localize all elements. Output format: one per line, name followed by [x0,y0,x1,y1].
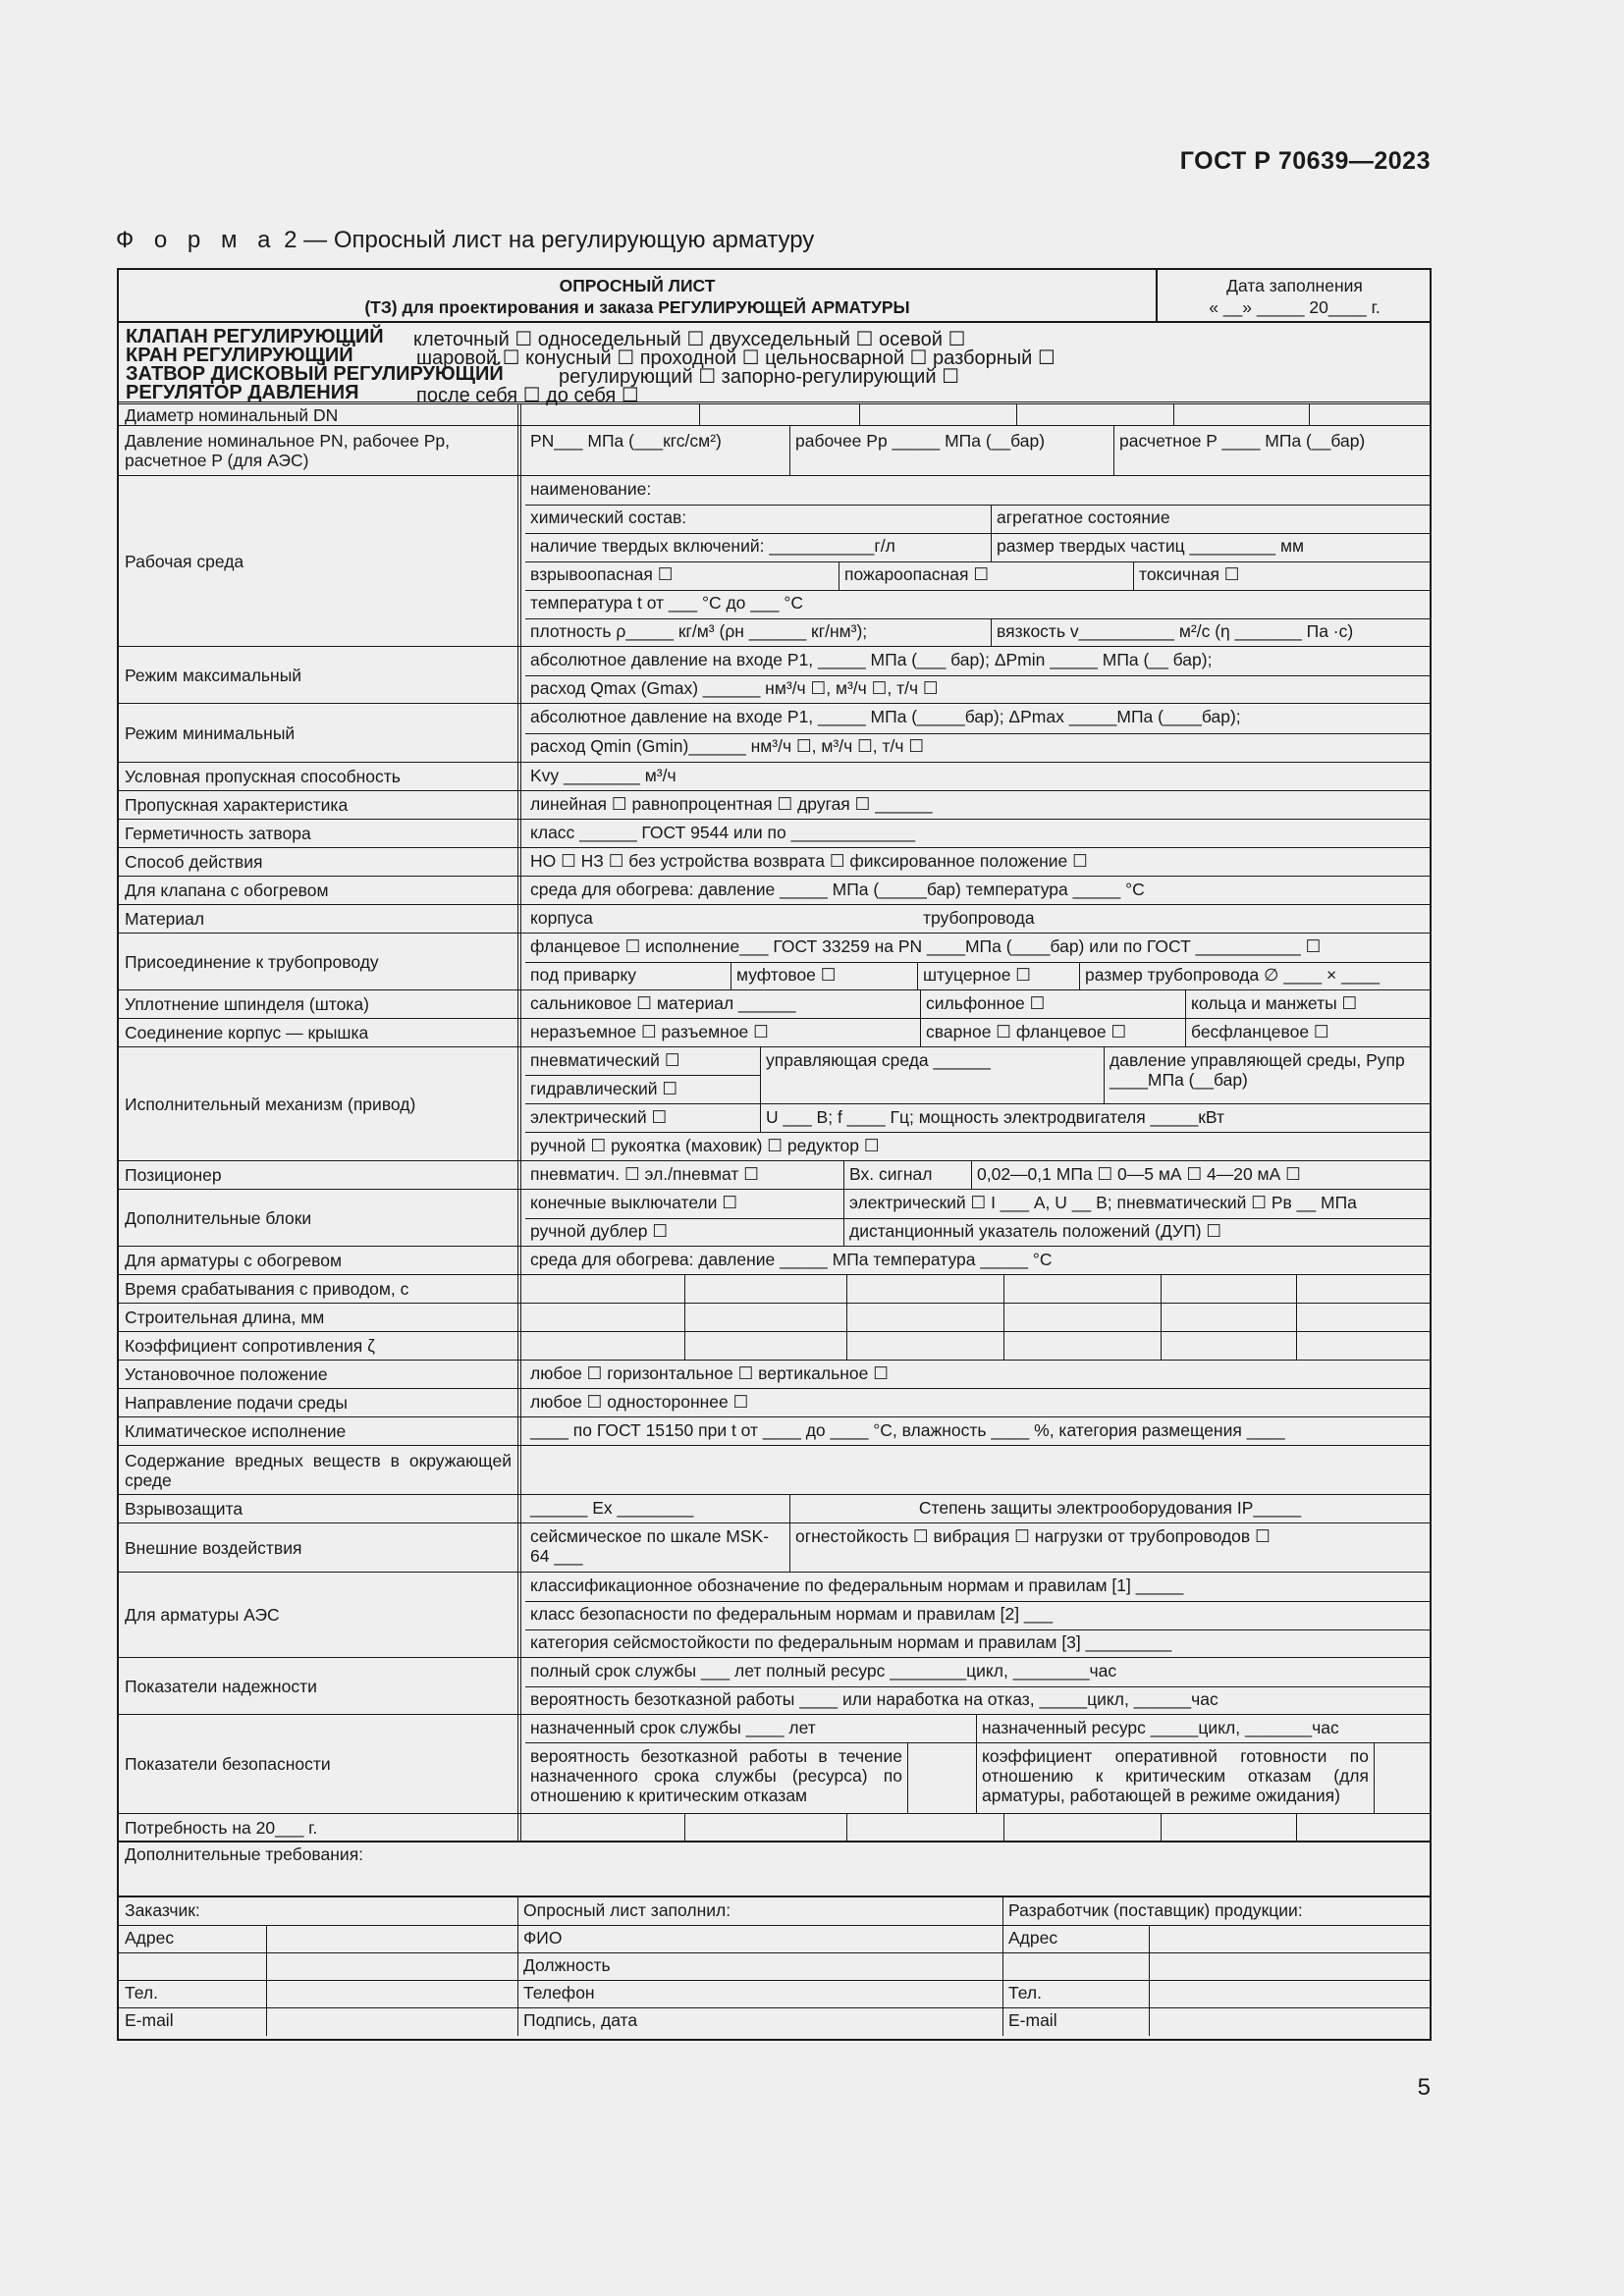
row-label: Давление номинальное PN, рабочее Pр, расчетное P (для АЭС) [119,426,521,475]
phone-label: Телефон [523,1983,595,2002]
safety-readiness-value[interactable] [1375,1743,1430,1813]
seismic-field[interactable]: сейсмическое по шкале MSK-64 ___ [525,1523,790,1572]
table-row [119,704,1430,763]
positioner-type-options[interactable]: пневматич. ☐ эл./пневмат ☐ [525,1161,844,1189]
customer-phone-label: Тел. [125,1983,158,2002]
table-row [119,1814,1430,1842]
row-label: Показатели надежности [119,1658,521,1714]
form-title-word: Ф о р м а [116,227,278,253]
extra-requirements[interactable] [119,1842,1430,1897]
valve-heating-field[interactable]: среда для обогрева: давление _____ МПа (_____бар) температура _____ °С [530,880,1145,899]
ex-marking-field[interactable]: ______ Ex ________ [525,1495,790,1522]
joint-type-options[interactable]: неразъемное ☐ разъемное ☐ [525,1019,921,1046]
row-label: Условная пропускная способность [119,763,521,790]
safety-probability-label: вероятность безотказной работы в течение назначенного срока службы (ресурса) по отношению к критическим отказам [525,1743,908,1813]
table-row [119,1275,1430,1304]
positioner-signal-options[interactable]: 0,02—0,1 МПа ☐ 0—5 мА ☐ 4—20 мА ☐ [977,1164,1301,1184]
table-row [119,1389,1430,1417]
table-row [119,1715,1430,1814]
dn-value-cell[interactable] [1017,404,1174,425]
valve-types [119,321,1430,404]
fill-date-value: « __» _____ 20____ г. [1209,297,1380,317]
table-row [119,934,1430,990]
medium-temp-field[interactable]: температура t от ___ °С до ___ °С [530,593,803,613]
grid-cell[interactable] [525,1275,685,1303]
type-options[interactable]: после себя ☐ до себя ☐ [416,385,639,406]
table-row [119,820,1430,848]
fio-label: ФИО [523,1928,563,1948]
table-row [119,1446,1430,1495]
row-label: Режим максимальный [119,647,521,703]
drive-electric-option[interactable]: электрический ☐ [525,1104,761,1133]
table-row [119,905,1430,934]
type-name: КЛАПАН РЕГУЛИРУЮЩИЙ [126,326,384,347]
table-row [119,1332,1430,1361]
row-label: Время срабатывания с приводом, с [119,1275,521,1303]
position-indicator-option[interactable]: дистанционный указатель положений (ДУП) ☐ [849,1221,1222,1241]
grid-cell[interactable] [1162,1814,1297,1841]
flow-direction-options[interactable]: любое ☐ одностороннее ☐ [530,1392,749,1412]
position-label: Должность [523,1955,611,1975]
grid-cell[interactable] [685,1814,847,1841]
grid-cell[interactable] [1162,1304,1297,1331]
pressure-pn-cell[interactable]: PN___ МПа (___кгс/см²) [525,426,790,475]
grid-cell[interactable] [847,1304,1004,1331]
material-pipe-field[interactable]: трубопровода [923,908,1035,928]
medium-fire-checkbox[interactable]: пожароопасная ☐ [839,561,1134,590]
grid-cell[interactable] [847,1275,1004,1303]
table-row [119,476,1430,647]
grid-cell[interactable] [1297,1814,1430,1841]
grid-cell[interactable] [1004,1275,1162,1303]
form-header-title [119,270,1158,321]
nps-safety-class-field[interactable]: класс безопасности по федеральным нормам и правилам [2] ___ [530,1604,1054,1624]
form-header-line1: ОПРОСНЫЙ ЛИСТ [559,276,716,295]
drive-hydraulic-option[interactable]: гидравлический ☐ [525,1076,761,1104]
developer-email-label: E-mail [1008,2010,1057,2030]
max-pressure-field[interactable]: абсолютное давление на входе P1, _____ МПа (___ бар); ΔPmin _____ МПа (__ бар); [530,650,1213,669]
reliability-probability-field[interactable]: вероятность безотказной работы ____ или наработка на отказ, _____цикл, ______час [530,1689,1218,1709]
manual-override-option[interactable]: ручной дублер ☐ [525,1218,844,1247]
table-row [119,1658,1430,1715]
row-label: Взрывозащита [119,1495,521,1522]
grid-cell[interactable] [1297,1304,1430,1331]
table-row [119,791,1430,820]
customer-label: Заказчик: [125,1900,200,1920]
seal-gland-option[interactable]: сальниковое ☐ материал ______ [525,990,921,1018]
dn-value-cell[interactable] [860,404,1017,425]
table-row [119,647,1430,704]
type-name: КРАН РЕГУЛИРУЮЩИЙ [126,345,353,366]
developer-label: Разработчик (поставщик) продукции: [1008,1900,1303,1920]
row-label: Материал [119,905,521,933]
row-label: Строительная длина, мм [119,1304,521,1331]
install-position-options[interactable]: любое ☐ горизонтальное ☐ вертикальное ☐ [530,1363,889,1383]
developer-address-label: Адрес [1008,1928,1058,1948]
row-label: Показатели безопасности [119,1715,521,1813]
type-line [126,364,504,384]
questionnaire-form [117,268,1432,2041]
row-label: Климатическое исполнение [119,1417,521,1445]
type-name: ЗАТВОР ДИСКОВЫЙ РЕГУЛИРУЮЩИЙ [126,363,504,385]
row-label: Для арматуры АЭС [119,1573,521,1657]
safety-life-field[interactable]: назначенный срок службы ____ лет [525,1715,977,1743]
dn-value-cell[interactable] [1310,404,1430,425]
min-pressure-field[interactable]: абсолютное давление на входе P1, _____ МПа (_____бар); ΔPmax _____МПа (____бар); [530,707,1241,726]
safety-probability-value[interactable] [908,1743,977,1813]
row-label: Присоединение к трубопроводу [119,934,521,989]
row-label: Направление подачи среды [119,1389,521,1416]
limit-switches-params[interactable]: электрический ☐ I ___ А, U __ В; пневматический ☐ Pв __ МПа [849,1193,1357,1212]
armature-heating-field[interactable]: среда для обогрева: давление _____ МПа температура _____ °С [530,1250,1053,1269]
row-label: Уплотнение шпинделя (штока) [119,990,521,1018]
tightness-field[interactable]: класс ______ ГОСТ 9544 или по _____________ [530,823,916,842]
grid-cell[interactable] [685,1304,847,1331]
row-label: Диаметр номинальный DN [119,404,521,425]
grid-cell[interactable] [685,1332,847,1360]
grid-cell[interactable] [1162,1275,1297,1303]
harmful-substances-field[interactable] [525,1446,1430,1494]
grid-cell[interactable] [847,1814,1004,1841]
nps-classification-field[interactable]: классификационное обозначение по федеральным нормам и правилам [1] _____ [530,1575,1184,1595]
table-row [119,848,1430,877]
filled-by-label: Опросный лист заполнил: [523,1900,731,1920]
pipe-size-field[interactable]: размер трубопровода ∅ ____ × ____ [1085,965,1380,985]
fill-date[interactable] [1160,270,1430,321]
grid-cell[interactable] [525,1304,685,1331]
medium-name-field[interactable]: наименование: [530,479,652,499]
row-label: Коэффициент сопротивления ζ [119,1332,521,1360]
positioner-signal-label: Вх. сигнал [844,1161,972,1189]
document-header: ГОСТ Р 70639—2023 [1179,147,1431,175]
extra-requirements-label: Дополнительные требования: [125,1844,364,1864]
customer-email-label: E-mail [125,2010,174,2030]
medium-viscosity-field[interactable]: вязкость v__________ м²/с (η _______ Па ·с) [997,621,1354,641]
type-options[interactable]: шаровой ☐ конусный ☐ проходной ☐ цельносварной ☐ разборный ☐ [416,347,1056,369]
type-options[interactable]: клеточный ☐ односедельный ☐ двухседельный ☐ осевой ☐ [413,329,966,350]
nps-seismic-category-field[interactable]: категория сейсмостойкости по федеральным нормам и правилам [3] _________ [530,1632,1172,1652]
table-row [119,1304,1430,1332]
joint-method-options[interactable]: сварное ☐ фланцевое ☐ [921,1019,1186,1046]
seal-rings-option[interactable]: кольца и манжеты ☐ [1191,993,1358,1013]
drive-electric-params[interactable]: U ___ В; f ____ Гц; мощность электродвигателя _____кВт [761,1104,1430,1133]
connection-weld-option[interactable]: под приварку [525,962,731,990]
customer-address-label: Адрес [125,1928,175,1948]
dn-value-cell[interactable] [1174,404,1310,425]
grid-cell[interactable] [1004,1332,1162,1360]
safety-readiness-label: коэффициент оперативной готовности по отношению к критическим отказам (для арматуры, работающей в режиме ожидания) [977,1743,1375,1813]
safety-resource-field[interactable]: назначенный ресурс _____цикл, _______час [977,1715,1430,1743]
table-row [119,1047,1430,1161]
page-number: 5 [1417,2074,1431,2101]
external-impacts-options[interactable]: огнестойкость ☐ вибрация ☐ нагрузки от трубопроводов ☐ [795,1526,1271,1546]
row-label: Пропускная характеристика [119,791,521,819]
table-row [119,1019,1430,1047]
pressure-design-cell[interactable]: расчетное P ____ МПа (__бар) [1119,431,1366,451]
grid-cell[interactable] [847,1332,1004,1360]
form-header-line2: (ТЗ) для проектирования и заказа РЕГУЛИРУЮЩЕЙ АРМАТУРЫ [364,297,910,317]
medium-aggr-field[interactable]: агрегатное состояние [997,507,1170,527]
table-row [119,1495,1430,1523]
grid-cell[interactable] [525,1814,685,1841]
row-label: Режим минимальный [119,704,521,762]
row-label: Исполнительный механизм (привод) [119,1047,521,1160]
ip-rating-field[interactable]: Степень защиты электрооборудования IP_____ [918,1498,1302,1518]
row-label: Соединение корпус — крышка [119,1019,521,1046]
table-row [119,426,1430,476]
row-label: Потребность на 20___ г. [119,1814,521,1841]
table-row [119,1161,1430,1190]
grid-cell[interactable] [1297,1275,1430,1303]
dn-value-cell[interactable] [700,404,860,425]
drive-pressure-field[interactable]: давление управляющей среды, Pупр ____МПа (__бар) [1105,1047,1430,1104]
row-label: Позиционер [119,1161,521,1189]
developer-phone-label: Тел. [1008,1983,1042,2002]
type-line [126,346,353,365]
joint-flangeless-option[interactable]: бесфланцевое ☐ [1191,1022,1329,1041]
signature-block [119,1897,1430,2036]
table-row [119,1361,1430,1389]
grid-cell[interactable] [1162,1332,1297,1360]
kvy-field[interactable]: Kvy ________ м³/ч [530,766,677,785]
type-options[interactable]: регулирующий ☐ запорно-регулирующий ☐ [559,366,960,388]
fill-date-label: Дата заполнения [1226,276,1363,295]
action-mode-options[interactable]: НО ☐ НЗ ☐ без устройства возврата ☐ фиксированное положение ☐ [530,851,1088,871]
pressure-work-cell[interactable]: рабочее Pр _____ МПа (__бар) [790,426,1114,475]
table-row [119,404,1430,426]
medium-particles-field[interactable]: размер твердых частиц _________ мм [997,536,1305,556]
dn-value-cell[interactable] [525,404,700,425]
table-row [119,1247,1430,1275]
medium-density-field[interactable]: плотность ρ_____ кг/м³ (ρн ______ кг/нм³); [525,618,992,647]
medium-solids-field[interactable]: наличие твердых включений: ___________г/л [525,533,992,561]
climate-field[interactable]: ____ по ГОСТ 15150 при t от ____ до ____ °С, влажность ____ %, категория размещения ____ [530,1420,1285,1440]
min-flow-field[interactable]: расход Qmin (Gmin)______ нм³/ч ☐, м³/ч ☐, т/ч ☐ [530,736,925,756]
grid-cell[interactable] [525,1332,685,1360]
row-label: Для клапана с обогревом [119,877,521,904]
type-line [126,327,384,347]
medium-chem-field[interactable]: химический состав: [525,505,992,533]
row-label: Содержание вредных веществ в окружающей среде [119,1446,521,1494]
form-title [116,227,814,254]
connection-coupling-option[interactable]: муфтовое ☐ [731,962,918,990]
row-label: Внешние воздействия [119,1523,521,1572]
drive-pneumatic-option[interactable]: пневматический ☐ [525,1047,761,1076]
table-row [119,1190,1430,1247]
row-label: Способ действия [119,848,521,876]
seal-bellows-option[interactable]: сильфонное ☐ [921,990,1186,1018]
table-row [119,990,1430,1019]
flow-characteristic-options[interactable]: линейная ☐ равнопроцентная ☐ другая ☐ ______ [530,794,933,814]
grid-cell[interactable] [1004,1814,1162,1841]
medium-toxic-checkbox[interactable]: токсичная ☐ [1139,564,1240,584]
table-row [119,1573,1430,1658]
type-line [126,383,358,402]
form-header [119,270,1430,323]
medium-explosive-checkbox[interactable]: взрывоопасная ☐ [525,561,839,590]
connection-pin-option[interactable]: штуцерное ☐ [918,962,1080,990]
form-title-rest: 2 — Опросный лист на регулирующую арматуру [284,227,815,253]
row-label: Рабочая среда [119,476,521,646]
max-flow-field[interactable]: расход Qmax (Gmax) ______ нм³/ч ☐, м³/ч ☐, т/ч ☐ [530,678,939,698]
limit-switches-option[interactable]: конечные выключатели ☐ [525,1190,844,1218]
grid-cell[interactable] [1297,1332,1430,1360]
table-row [119,1523,1430,1573]
drive-medium-field[interactable]: управляющая среда ______ [761,1047,1105,1104]
drive-manual-options[interactable]: ручной ☐ рукоятка (маховик) ☐ редуктор ☐ [530,1136,880,1155]
parameters-table [119,404,1430,2036]
grid-cell[interactable] [685,1275,847,1303]
row-label: Дополнительные блоки [119,1190,521,1246]
reliability-life-field[interactable]: полный срок службы ___ лет полный ресурс ________цикл, ________час [530,1661,1117,1681]
row-label: Герметичность затвора [119,820,521,847]
material-body-field[interactable]: корпуса [530,908,593,928]
table-row [119,877,1430,905]
table-row [119,763,1430,791]
grid-cell[interactable] [1004,1304,1162,1331]
row-label: Установочное положение [119,1361,521,1388]
connection-flange-field[interactable]: фланцевое ☐ исполнение___ ГОСТ 33259 на PN ____МПа (____бар) или по ГОСТ ___________ ☐ [530,936,1322,956]
type-name: РЕГУЛЯТОР ДАВЛЕНИЯ [126,382,359,403]
row-label: Для арматуры с обогревом [119,1247,521,1274]
table-row [119,1417,1430,1446]
sign-date-label: Подпись, дата [523,2010,638,2030]
